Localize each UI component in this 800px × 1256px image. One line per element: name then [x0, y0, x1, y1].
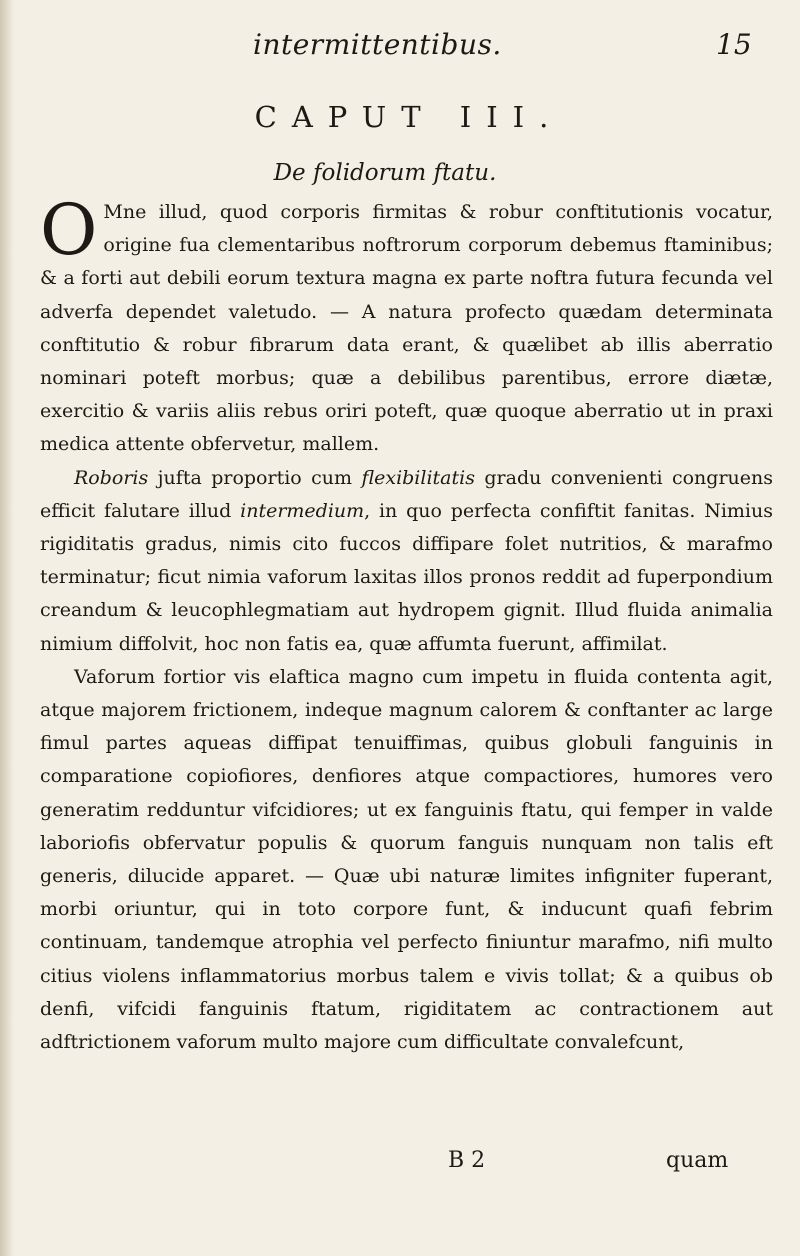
page-number: 15 — [716, 28, 752, 61]
running-head — [0, 18, 800, 78]
paragraph-2-part: flexibilitatis — [361, 466, 475, 489]
body-text — [40, 189, 773, 1059]
paragraph-2-part: intermedium — [240, 499, 365, 522]
binding-gutter — [0, 0, 14, 1256]
paragraph-2-part: , in quo perfecta confiftit fanitas. Nimius rigiditatis gradus, nimis cito fuccos diffipare folet nutritios, & marafmo terminatur; ficut nimia vaforum laxitas illos pronos reddit ad fuperpondium creandum & leucophlegmatiam aut hydropem gignit. Illud fluida animalia nimium diffolvit, hoc non fatis ea, quæ affumta fuerunt, affimilat. — [40, 499, 773, 655]
paragraph-3-text: Vaforum fortior vis elaftica magno cum impetu in fluida contenta agit, atque majorem frictionem, indeque magnum calorem & conftanter ac large fimul partes aqueas diffipat tenuiffimas, quibus globuli fanguinis in comparatione copiofiores, denfiores atque compactiores, humores vero generatim redduntur vifcidiores; ut ex fanguinis ftatu, qui femper in valde laboriofis obfervatur populis & quorum fanguis nunquam non talis eft generis, dilucide apparet. — Quæ ubi naturæ limites infigniter fuperant, morbi oriuntur, qui in toto corpore funt, & inducunt quafi febrim continuam, tandemque atrophia vel perfecto finiuntur marafmo, nifi multo citius violens inflammatorius morbus talem e vivis tollat; & a quibus ob denfi, vifcidi fanguinis ftatum, rigiditatem ac contractionem aut adftrictionem vaforum multo majore cum difficultate convalefcunt, — [40, 665, 773, 1054]
section-title: De folidorum ftatu. — [273, 160, 497, 186]
paragraph-2-part: gradu convenienti congruens efficit falutare illud — [40, 466, 773, 522]
paragraph-2 — [40, 462, 773, 661]
drop-cap: O — [40, 189, 98, 271]
paragraph-2-part: jufta proportio cum — [148, 466, 362, 489]
signature-mark: B 2 — [448, 1148, 486, 1173]
catchword: quam — [666, 1148, 729, 1173]
paragraph-3 — [40, 661, 773, 1059]
running-title: intermittentibus. — [253, 28, 502, 61]
paragraph-1-text: Mne illud, quod corporis firmitas & robur conftitutionis vocatur, origine fua clementaribus noftrorum corporum debemus ftaminibus; & a forti aut debili eorum textura magna ex parte noftra futura fecunda vel adverfa dependet valetudo. — A natura profecto quædam determinata conftitutio & robur fibrarum data erant, & quælibet ab illis aberratio nominari poteft morbus; quæ a debilibus parentibus, errore diætæ, exercitio & variis aliis rebus oriri poteft, quæ quoque aberratio ut in praxi medica attente obfervetur, mallem. — [40, 201, 773, 456]
chapter-title: CAPUT III. — [254, 100, 564, 134]
page-footer — [0, 1148, 800, 1188]
paragraph-2-part: Roboris — [74, 466, 149, 489]
paragraph-1 — [40, 189, 773, 462]
